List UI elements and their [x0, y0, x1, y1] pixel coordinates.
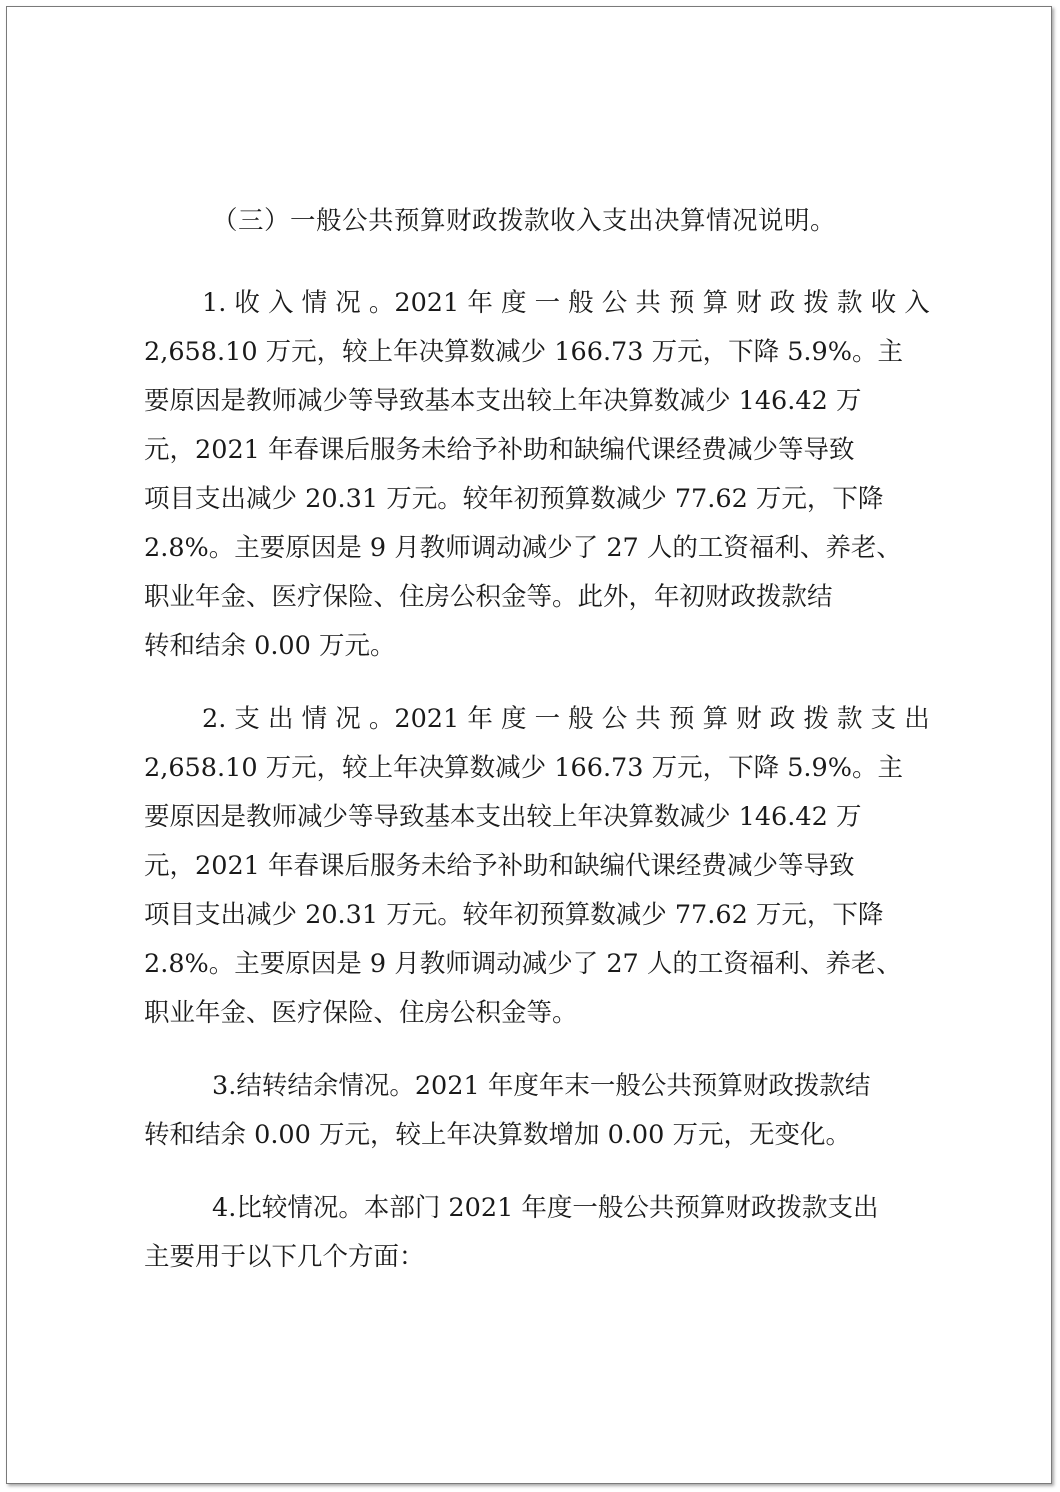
text-line: 2.8%。主要原因是 9 月教师调动减少了 27 人的工资福利、养老、: [144, 533, 902, 563]
text-line: 项目支出减少 20.31 万元。较年初预算数减少 77.62 万元，下降: [144, 484, 884, 514]
text-line: 3.结转结余情况。2021 年度年末一般公共预算财政拨款结: [212, 1071, 871, 1101]
text-line: 2. 支 出 情 况 。2021 年 度 一 般 公 共 预 算 财 政 拨 款 支 出: [202, 704, 930, 734]
paragraph-expenditure: [144, 695, 934, 1038]
text-line: 元，2021 年春课后服务未给予补助和缺编代课经费减少等导致: [144, 435, 855, 465]
text-line: 要原因是教师减少等导致基本支出较上年决算数减少 146.42 万: [144, 386, 862, 416]
text-line: 要原因是教师减少等导致基本支出较上年决算数减少 146.42 万: [144, 802, 862, 832]
paragraph-income: [144, 279, 934, 671]
text-line: 项目支出减少 20.31 万元。较年初预算数减少 77.62 万元，下降: [144, 900, 884, 930]
text-line: 职业年金、医疗保险、住房公积金等。: [144, 998, 578, 1028]
text-line: 主要用于以下几个方面：: [144, 1242, 425, 1272]
paragraph-comparison: [144, 1184, 934, 1282]
text-line: 2.8%。主要原因是 9 月教师调动减少了 27 人的工资福利、养老、: [144, 949, 902, 979]
text-line: 转和结余 0.00 万元，较上年决算数增加 0.00 万元，无变化。: [144, 1120, 851, 1150]
section-heading: （三）一般公共预算财政拨款收入支出决算情况说明。: [212, 206, 837, 236]
text-line: 4.比较情况。本部门 2021 年度一般公共预算财政拨款支出: [212, 1193, 879, 1223]
text-line: 2,658.10 万元，较上年决算数减少 166.73 万元，下降 5.9%。主: [144, 753, 903, 783]
text-line: 转和结余 0.00 万元。: [144, 631, 396, 661]
document-body: [144, 197, 934, 1306]
paragraph-carryover: [144, 1062, 934, 1160]
text-line: 2,658.10 万元，较上年决算数减少 166.73 万元，下降 5.9%。主: [144, 337, 903, 367]
document-page: [6, 6, 1052, 1484]
text-line: 职业年金、医疗保险、住房公积金等。此外，年初财政拨款结: [144, 582, 833, 612]
text-line: 元，2021 年春课后服务未给予补助和缺编代课经费减少等导致: [144, 851, 855, 881]
text-line: 1. 收 入 情 况 。2021 年 度 一 般 公 共 预 算 财 政 拨 款 收 入: [202, 288, 930, 318]
